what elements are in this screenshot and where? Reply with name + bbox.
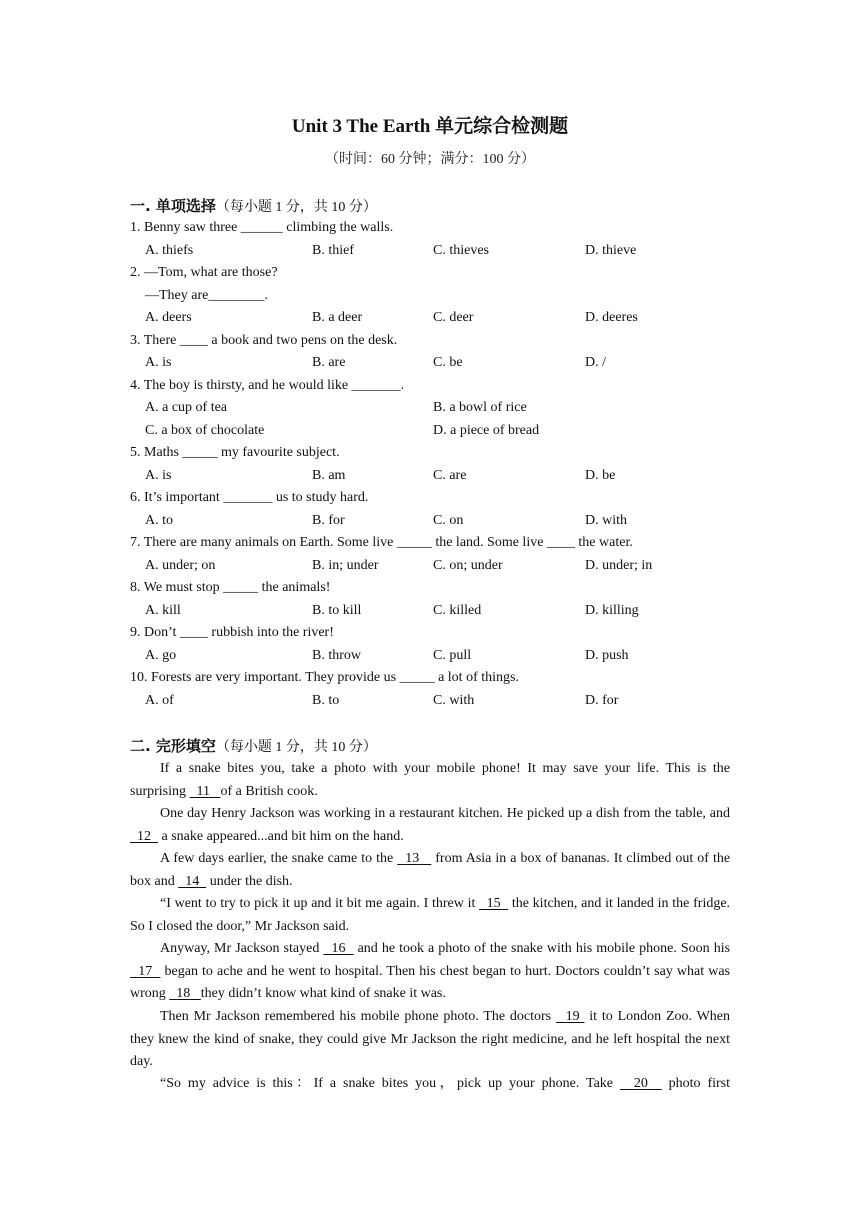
option-b: B. throw [312, 648, 361, 663]
question-3: 3. There ____ a book and two pens on the desk. [130, 333, 398, 348]
question-1-options [145, 240, 730, 263]
option-c: C. be [433, 355, 463, 370]
cloze-blank-16: 16 [331, 941, 346, 956]
option-b: B. for [312, 513, 345, 528]
option-d: D. / [585, 355, 606, 370]
cloze-blank-19: 19 [565, 1009, 580, 1024]
option-c: C. pull [433, 648, 472, 663]
cloze-paragraph-2 [130, 803, 730, 848]
paragraph-text: “I went to try to pick it up and it bit me again. I threw it [160, 896, 476, 911]
page-title: Unit 3 The Earth 单元综合检测题 [291, 116, 569, 137]
question-4: 4. The boy is thirsty, and he would like _______. [130, 378, 405, 393]
section2-title: 二. 完形填空 [130, 737, 216, 755]
section1-title: 一. 单项选择 [130, 197, 216, 215]
question-5: 5. Maths _____ my favourite subject. [130, 445, 340, 460]
question-7: 7. There are many animals on Earth. Some live _____ the land. Some live ____ the water. [130, 535, 633, 550]
paragraph-text: it to London Zoo. When they knew the kind of snake, they could give Mr Jackson the right medicine, and he left hospital the next day. [130, 1009, 731, 1069]
question-9: 9. Don’t ____ rubbish into the river! [130, 625, 334, 640]
cloze-blank-12: 12 [137, 828, 151, 844]
cloze-blank-14: 14 [185, 873, 200, 889]
option-b: B. are [312, 355, 346, 370]
option-d: D. a piece of bread [433, 423, 540, 438]
option-a: A. deers [145, 310, 192, 325]
option-c: C. on; under [433, 558, 503, 573]
cloze-paragraph-1 [130, 758, 730, 803]
option-d: D. be [585, 468, 616, 483]
paragraph-text: photo first [668, 1076, 731, 1091]
option-c: C. thieves [433, 243, 489, 258]
question-8-options [145, 600, 730, 623]
question-4-options-row1 [145, 397, 730, 420]
question-10: 10. Forests are very important. They provide us _____ a lot of things. [130, 670, 519, 685]
paragraph-text: of a British cook. [220, 783, 318, 799]
option-b: B. to [312, 693, 340, 708]
section2-note: （每小题 1 分，共 10 分） [215, 740, 377, 755]
option-a: A. a cup of tea [145, 400, 228, 415]
paragraph-text: If a snake bites you, take a photo with your mobile phone! It may save your life. This is the surprising [130, 761, 730, 799]
paragraph-text: and he took a photo of the snake with his mobile phone. Soon his [357, 941, 731, 956]
paragraph-text: a snake appeared...and bit him on the hand. [161, 828, 404, 844]
paragraph-text: “So my advice is this：If a snake bites you，pick up your phone. Take [160, 1076, 614, 1091]
cloze-blank-20: 20 [633, 1076, 648, 1091]
cloze-blank-13: 13 [405, 851, 420, 866]
option-b: B. in; under [312, 558, 379, 573]
cloze-paragraph-6 [130, 1006, 730, 1074]
paragraph-text: the kitchen, and it landed in the fridge. So I closed the door,” Mr Jackson said. [130, 896, 731, 934]
cloze-blank-18: 18 [176, 986, 191, 1001]
option-a: A. is [145, 355, 172, 370]
question-6-options [145, 510, 730, 533]
option-b: B. thief [312, 243, 354, 258]
page-subtitle: （时间：60 分钟；满分：100 分） [325, 152, 535, 167]
cloze-paragraph-4 [130, 893, 730, 938]
option-b: B. am [312, 468, 346, 483]
option-a: A. is [145, 468, 172, 483]
question-5-options [145, 465, 730, 488]
option-d: D. with [585, 513, 627, 528]
option-d: D. killing [585, 603, 639, 618]
question-2-options [145, 307, 730, 330]
option-b: B. a deer [312, 310, 363, 325]
paragraph-text: under the dish. [209, 873, 293, 889]
option-d: D. deeres [585, 310, 638, 325]
question-9-options [145, 645, 730, 668]
cloze-paragraph-7 [130, 1073, 730, 1096]
cloze-paragraph-5 [130, 938, 730, 1006]
cloze-blank-11: 11 [196, 783, 210, 799]
paragraph-text: Then Mr Jackson remembered his mobile phone photo. The doctors [160, 1009, 552, 1024]
option-a: A. thiefs [145, 243, 194, 258]
option-a: A. go [145, 648, 177, 663]
question-2-line2: —They are________. [145, 288, 268, 303]
option-c: C. killed [433, 603, 482, 618]
paragraph-text: they didn’t know what kind of snake it was. [200, 986, 446, 1001]
option-d: D. under; in [585, 558, 653, 573]
option-d: D. for [585, 693, 619, 708]
cloze-blank-15: 15 [486, 896, 501, 911]
section1-heading [130, 195, 377, 219]
option-d: D. push [585, 648, 629, 663]
option-a: A. under; on [145, 558, 216, 573]
question-1: 1. Benny saw three ______ climbing the walls. [130, 220, 394, 235]
option-b: B. to kill [312, 603, 362, 618]
option-c: C. with [433, 693, 475, 708]
cloze-blank-17: 17 [138, 963, 153, 979]
question-7-options [145, 555, 730, 578]
option-a: A. kill [145, 603, 181, 618]
question-10-options [145, 690, 730, 713]
paragraph-text: One day Henry Jackson was working in a restaurant kitchen. He picked up a dish from the table, and [160, 806, 730, 821]
option-a: A. to [145, 513, 173, 528]
option-b: B. a bowl of rice [433, 400, 527, 415]
question-8: 8. We must stop _____ the animals! [130, 580, 331, 595]
option-a: A. of [145, 693, 174, 708]
option-d: D. thieve [585, 243, 637, 258]
question-4-options-row2 [145, 420, 730, 443]
option-c: C. deer [433, 310, 474, 325]
section2-heading [130, 735, 377, 759]
option-c: C. on [433, 513, 464, 528]
question-3-options [145, 352, 730, 375]
paragraph-text: began to ache and he went to hospital. Then his chest began to hurt. Doctors couldn’t say what was wrong [130, 963, 731, 1001]
paragraph-text: Anyway, Mr Jackson stayed [160, 941, 320, 956]
cloze-paragraph-3 [130, 848, 730, 893]
question-2: 2. —Tom, what are those? [130, 265, 278, 280]
question-6: 6. It’s important _______ us to study hard. [130, 490, 369, 505]
paragraph-text: from Asia in a box of bananas. It climbed out of the box and [130, 851, 731, 889]
option-c: C. are [433, 468, 467, 483]
section1-note: （每小题 1 分，共 10 分） [215, 200, 377, 215]
paragraph-text: A few days earlier, the snake came to the [160, 851, 394, 866]
option-c: C. a box of chocolate [145, 423, 265, 438]
